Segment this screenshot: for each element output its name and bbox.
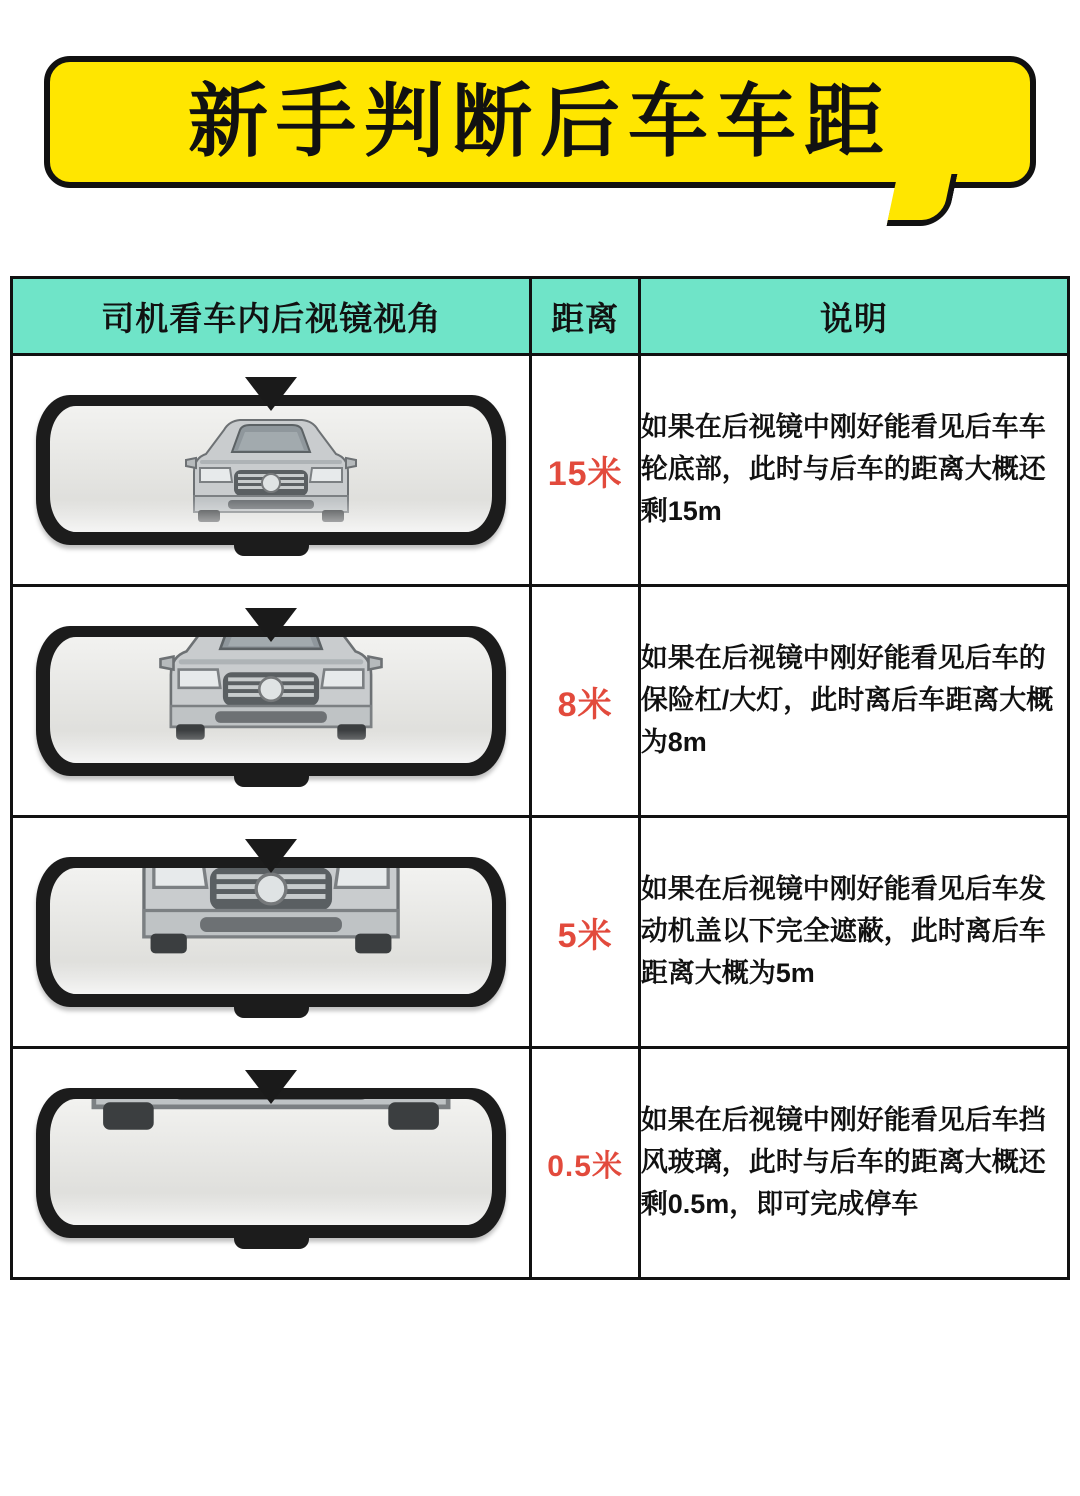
mirror-illustration-cell <box>12 586 531 817</box>
bottom-spacer <box>0 1280 1080 1320</box>
table-row <box>12 817 1069 1048</box>
mirror-illustration-cell <box>12 817 531 1048</box>
table-row <box>12 586 1069 817</box>
reflected-car-icon <box>114 868 428 960</box>
mirror-stem <box>245 839 297 873</box>
table-row <box>12 1048 1069 1279</box>
table-header <box>12 278 1069 355</box>
column-header-distance: 距离 <box>531 278 639 355</box>
title-banner <box>44 56 1036 188</box>
table-row <box>12 355 1069 586</box>
mirror-glass <box>50 868 492 994</box>
description-text: 如果在后视镜中刚好能看见后车的保险杠/大灯，此时离后车距离大概为8m <box>639 586 1068 817</box>
banner-tail-cover <box>896 179 948 191</box>
distance-value: 15米 <box>531 355 639 586</box>
rearview-mirror-icon <box>36 1088 506 1238</box>
banner-box <box>44 56 1036 188</box>
mirror-glass <box>50 406 492 532</box>
rearview-mirror-icon <box>36 857 506 1007</box>
column-header-mirror-view: 司机看车内后视镜视角 <box>12 278 531 355</box>
distance-reference-table <box>10 276 1070 1280</box>
mirror-stem <box>245 377 297 411</box>
reflected-car-icon <box>148 637 395 745</box>
mirror-illustration-cell <box>12 1048 531 1279</box>
mirror-glass <box>50 637 492 763</box>
description-text: 如果在后视镜中刚好能看见后车挡风玻璃，此时与后车的距离大概还剩0.5m，即可完成停车 <box>639 1048 1068 1279</box>
distance-value: 5米 <box>531 817 639 1048</box>
rearview-mirror-icon <box>36 626 506 776</box>
mirror-bottom-lip <box>234 540 309 556</box>
mirror-bottom-lip <box>234 1233 309 1249</box>
mirror-stem <box>245 608 297 642</box>
reflected-car-icon <box>53 1099 490 1139</box>
distance-value: 8米 <box>531 586 639 817</box>
mirror-glass <box>50 1099 492 1225</box>
mirror-stem <box>245 1070 297 1104</box>
mirror-bottom-lip <box>234 771 309 787</box>
column-header-description: 说明 <box>639 278 1068 355</box>
rearview-mirror-icon <box>36 395 506 545</box>
table-body <box>12 355 1069 1279</box>
description-text: 如果在后视镜中刚好能看见后车发动机盖以下完全遮蔽，此时离后车距离大概为5m <box>639 817 1068 1048</box>
reflected-car-icon <box>176 408 366 526</box>
distance-value: 0.5米 <box>531 1048 639 1279</box>
mirror-bottom-lip <box>234 1002 309 1018</box>
page-title: 新手判断后车车距 <box>188 77 892 166</box>
table-header-row <box>12 278 1069 355</box>
mirror-illustration-cell <box>12 355 531 586</box>
description-text: 如果在后视镜中刚好能看见后车车轮底部，此时与后车的距离大概还剩15m <box>639 355 1068 586</box>
